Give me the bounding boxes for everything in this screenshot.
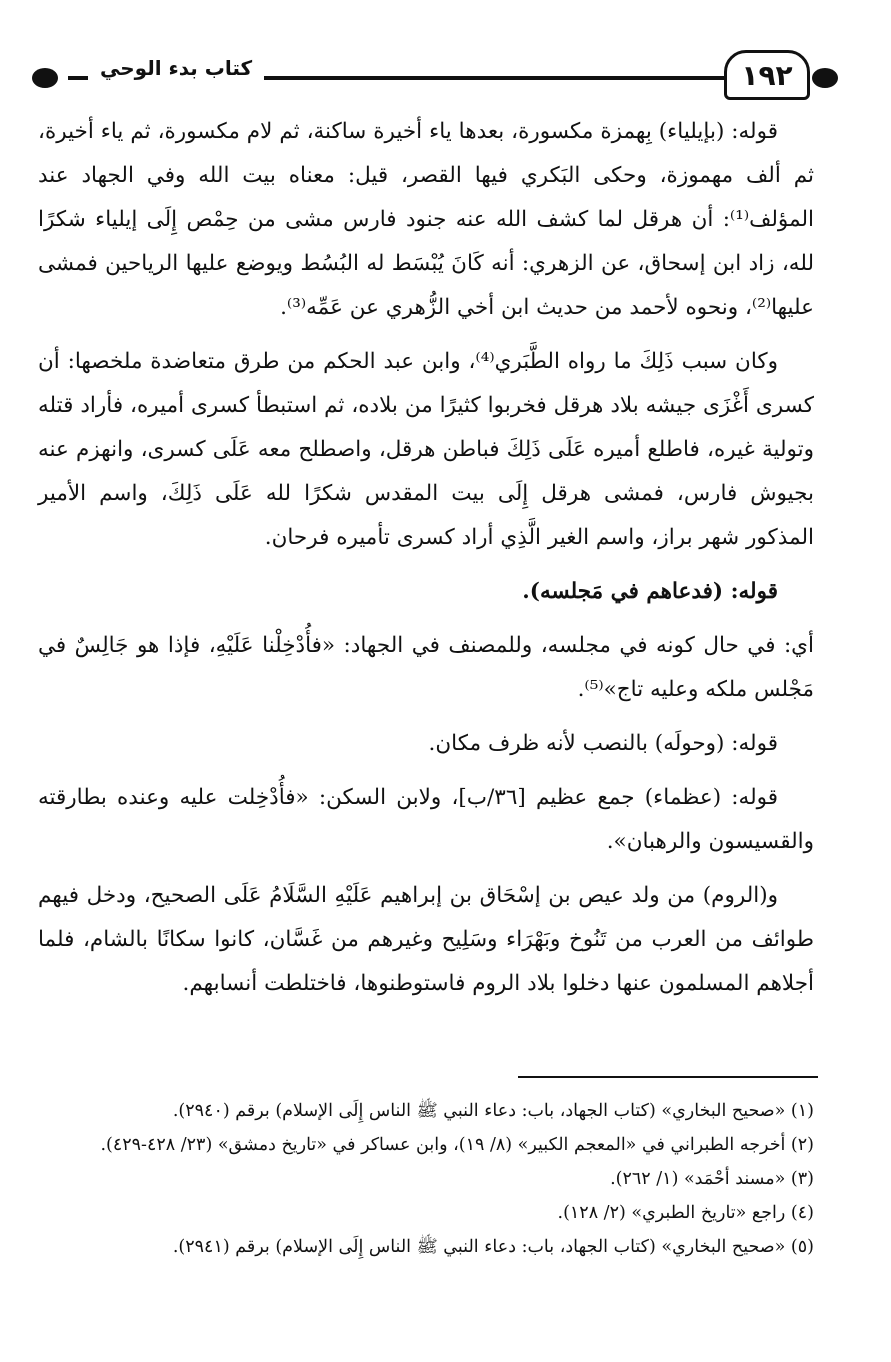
footnote-4: (٤) راجع «تاريخ الطبري» (٢/ ١٢٨).: [557, 1203, 814, 1223]
footnote-2: (٢) أخرجه الطبراني في «المعجم الكبير» (٨/ ١٩)، وابن عساكر في «تاريخ دمشق» (٢٣/ ٤٢٨-٤٢٩).: [100, 1135, 814, 1155]
footnote-1: (١) «صحيح البخاري» (كتاب الجهاد، باب: دعاء النبي ﷺ الناس إِلَى الإسلام) برقم (٢٩٤٠).: [172, 1101, 814, 1121]
paragraph-majlis: أي: في حال كونه في مجلسه، وللمصنف في الجهاد: «فأُدْخِلْنا عَلَيْهِ، فإذا هو جَالِسٌ في مَجْلس ملكه وعليه تاج»⁽⁵⁾.: [38, 633, 814, 702]
page-header: [28, 38, 838, 108]
footnotes: [38, 1094, 814, 1264]
book-title: كتاب بدء الوحي: [88, 56, 264, 80]
paragraph-majlis-heading: قوله: (فدعاهم في مَجلسه).: [522, 579, 778, 604]
paragraph-hawlahu: قوله: (وحولَه) بالنصب لأنه ظرف مكان.: [428, 731, 778, 756]
paragraph-uzama: قوله: (عظماء) جمع عظيم [٣٦/ب]، ولابن السكن: «فأُدْخِلت عليه وعنده بطارقته والقسيسون والرهبان».: [38, 785, 814, 854]
paragraph-rum: و(الروم) من ولد عيص بن إسْحَاق بن إبراهيم عَلَيْهِ السَّلَامُ عَلَى الصحيح، ودخل فيهم طوائف من العرب من تَنُوخ وبَهْرَاء وسَلِيح وغيرهم من غَسَّان، كانوا سكانًا بالشام، فلما أجلاهم المسلمون عنها دخلوا بلاد الروم فاستوطنوها، فاختلطت أنسابهم.: [38, 883, 814, 996]
paragraph-reason: وكان سبب ذَلِكَ ما رواه الطَّبَري⁽⁴⁾، وابن عبد الحكم من طرق متعاضدة ملخصها: أن كسرى أَغْزَى جيشه بلاد هرقل فخربوا كثيرًا من بلاده، ثم استبطأ كسرى أميره، فأراد قتله وتولية غيره، فاطلع أميره عَلَى ذَلِكَ فباطن هرقل، واصطلح معه عَلَى كسرى، وانهزم عنه بجيوش فارس، فمشى هرقل إِلَى بيت المقدس شكرًا لله عَلَى ذَلِكَ، واسم الأمير المذكور شهر براز، واسم الغير الَّذِي أراد كسرى تأميره فرحان.: [38, 349, 814, 550]
paragraph-ilia: قوله: (بإيلياء) بِهمزة مكسورة، بعدها ياء أخيرة ساكنة، ثم لام مكسورة، ثم ياء أخيرة، ثم ألف مهموزة، وحكى البَكري فيها القصر، قيل: معناه بيت الله وفي الجهاد عند المؤلف⁽¹⁾: أن هرقل لما كشف الله عنه جنود فارس مشى من حِمْص إِلَى إيلياء شكرًا لله، زاد ابن إسحاق، عن الزهري: أنه كَانَ يُبْسَط له البُسُط ويوضع عليها الرياحين فمشى عليها⁽²⁾، ونحوه لأحمد من حديث ابن أخي الزُّهري عن عَمِّه⁽³⁾.: [38, 119, 814, 320]
header-ornament-right: [812, 68, 838, 88]
page-number: ١٩٢: [724, 50, 810, 100]
footnote-5: (٥) «صحيح البخاري» (كتاب الجهاد، باب: دعاء النبي ﷺ الناس إِلَى الإسلام) برقم (٢٩٤١).: [172, 1237, 814, 1257]
footnote-separator: [518, 1076, 818, 1078]
main-text: [38, 110, 814, 1006]
header-ornament-left: [32, 68, 58, 88]
footnote-3: (٣) «مسند أحْمَد» (١/ ٢٦٢).: [610, 1169, 814, 1189]
